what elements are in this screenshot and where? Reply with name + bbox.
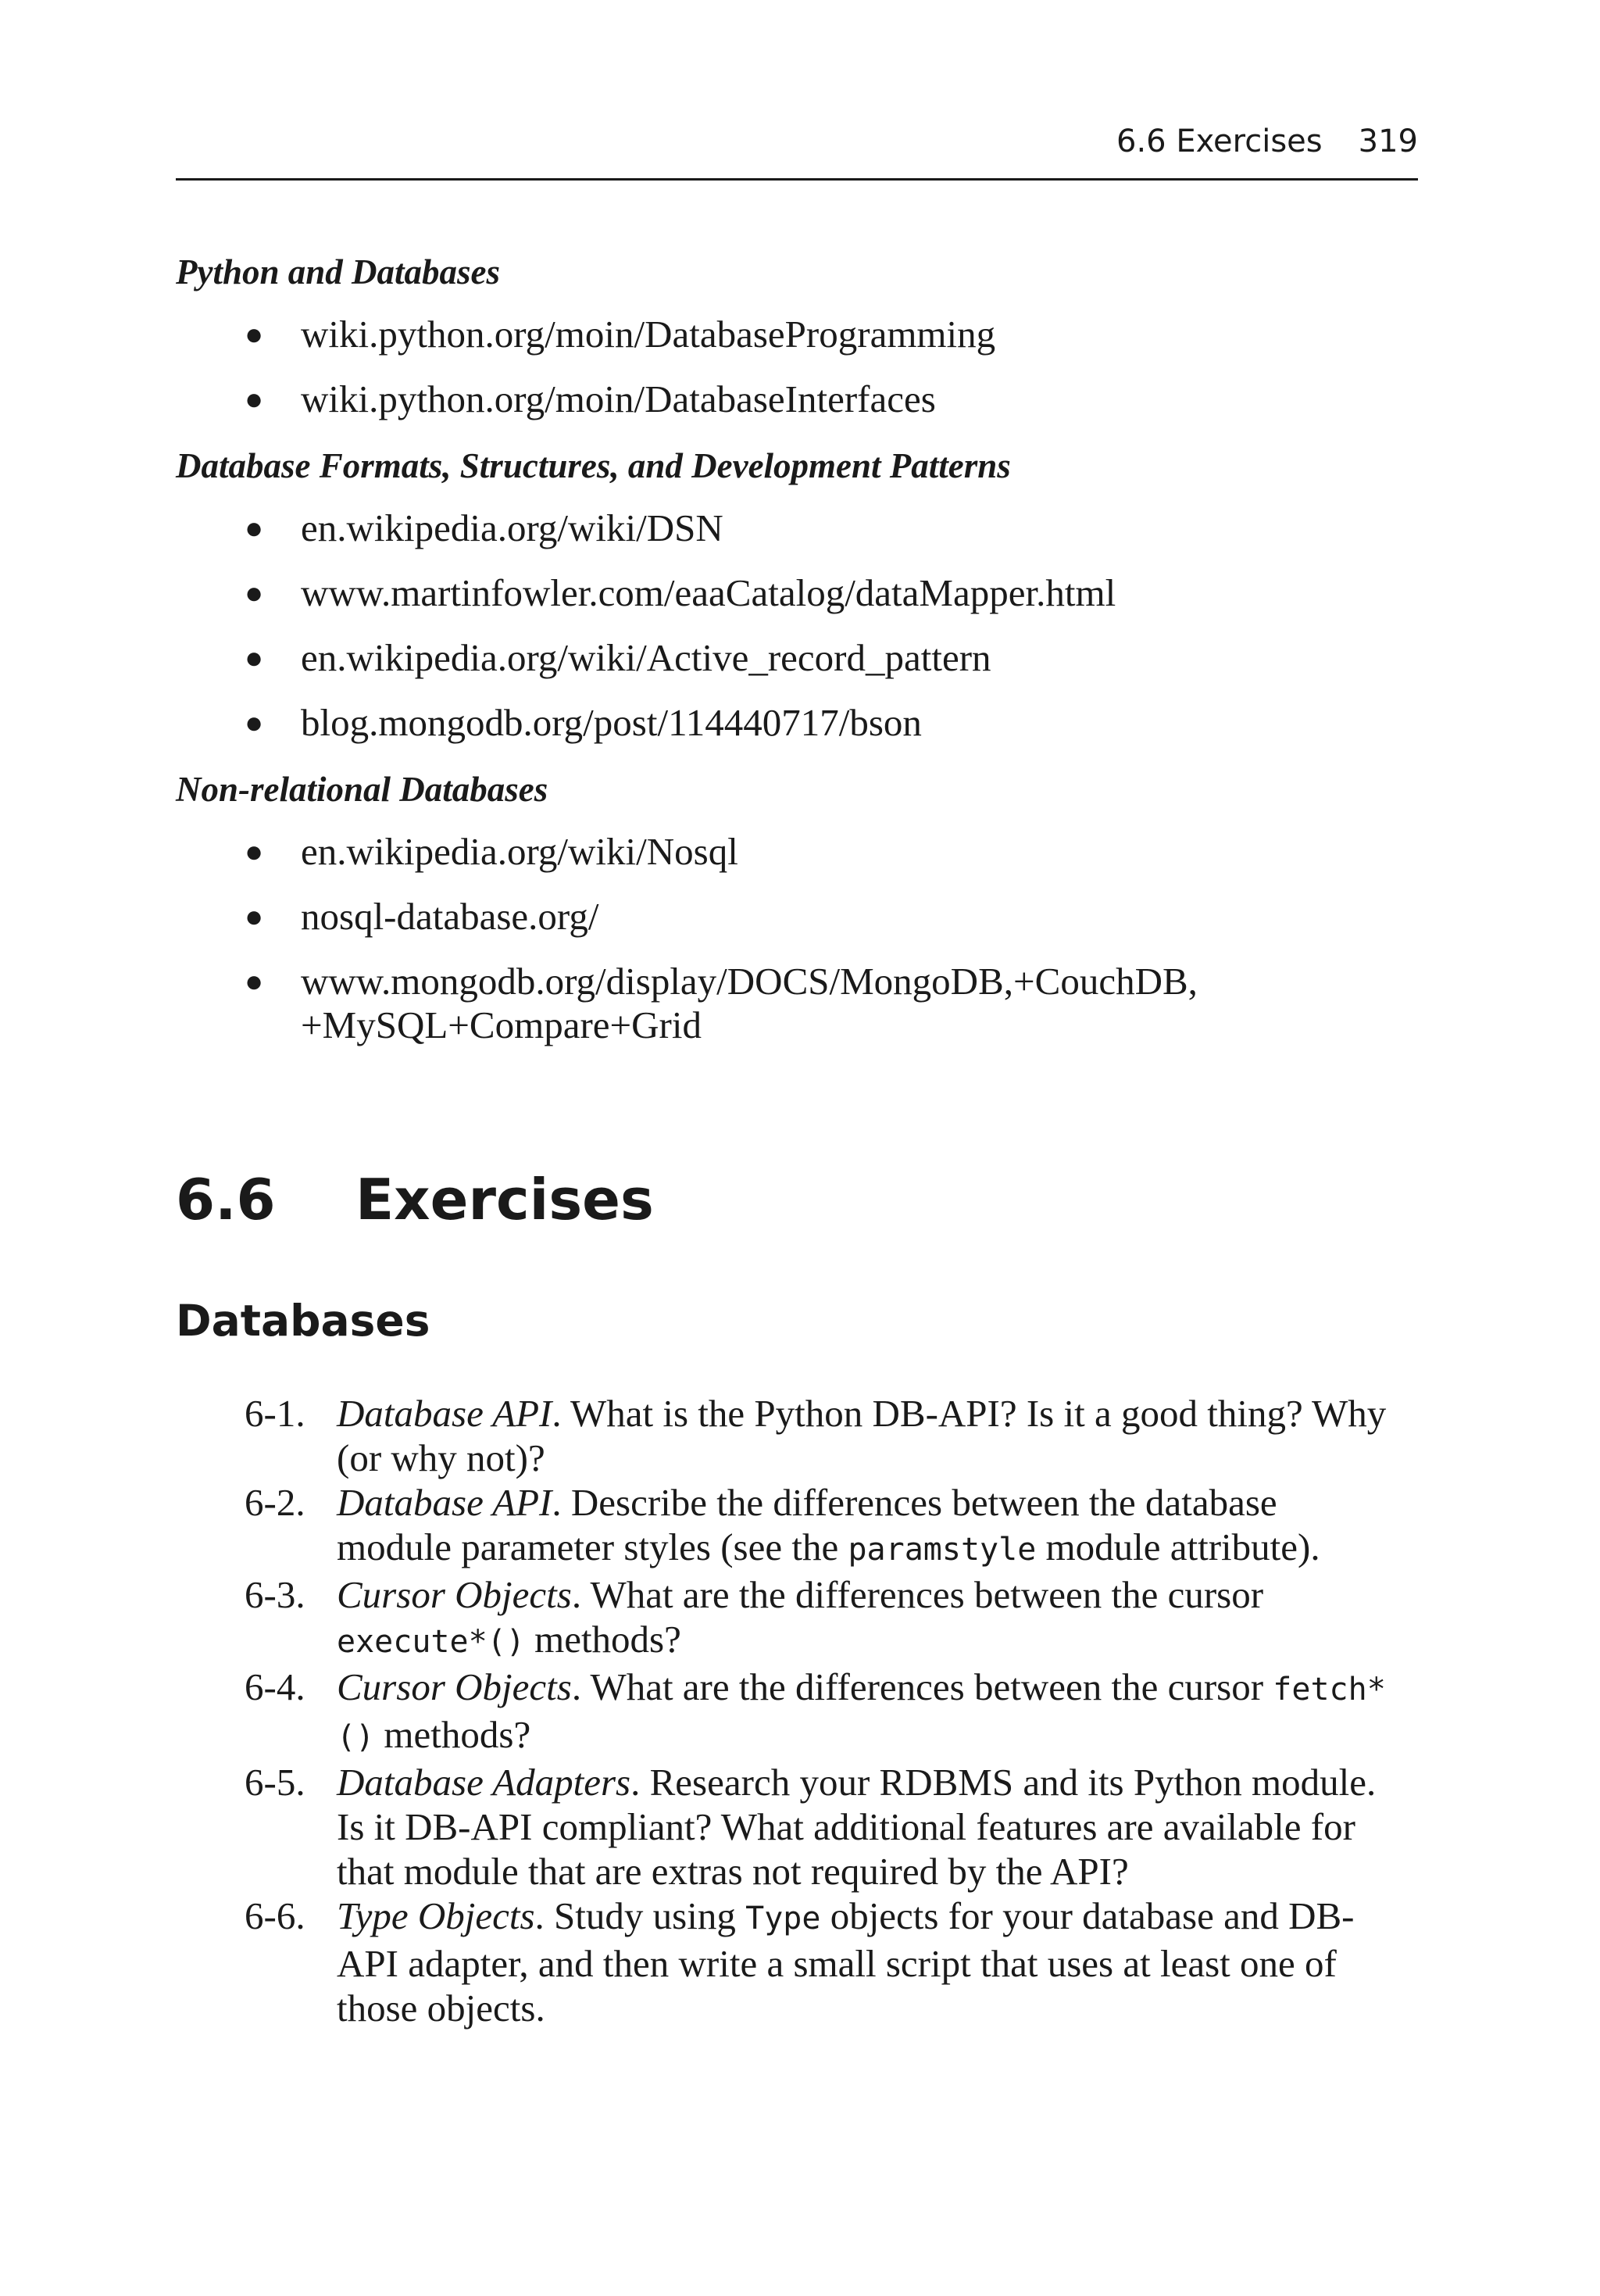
resource-link-text: nosql-database.org/ [301, 895, 599, 938]
exercise-text: . What are the differences between the cursor [571, 1573, 1264, 1616]
resource-link [176, 377, 1418, 421]
resource-link [176, 830, 1418, 874]
exercise-code: paramstyle [848, 1532, 1037, 1568]
page-number: 319 [1358, 123, 1418, 159]
exercise-text: . Research your RDBMS and its Python module. Is it DB-API compliant? What additional features are available for that module that are extras not required by the API? [337, 1761, 1377, 1893]
exercise-code: execute*() [337, 1624, 525, 1660]
section-title-text: Exercises [355, 1167, 654, 1232]
exercise-code: Type [745, 1901, 821, 1937]
bullet-icon: ● [245, 834, 264, 869]
exercise-number: 6-3. [245, 1573, 305, 1616]
resource-list [176, 830, 1418, 1047]
exercise-code: fetch*() [337, 1672, 1386, 1755]
bullet-icon: ● [245, 510, 264, 545]
exercise-item [245, 1894, 1393, 2030]
exercise-text: . What is the Python DB-API? Is it a good thing? Why (or why not)? [337, 1392, 1387, 1479]
bullet-icon: ● [245, 899, 264, 934]
section-title [176, 1164, 654, 1235]
exercise-topic: Type Objects [337, 1894, 535, 1937]
running-header [1116, 123, 1418, 159]
resource-link [176, 895, 1418, 939]
resource-group-formats-patterns [176, 442, 1418, 745]
exercise-topic: Database API [337, 1392, 552, 1435]
resource-link [176, 571, 1418, 615]
resource-link [176, 313, 1418, 356]
bullet-icon: ● [245, 381, 264, 417]
exercise-item [245, 1480, 1393, 1572]
resource-link-text: en.wikipedia.org/wiki/Active_record_pattern [301, 636, 991, 679]
bullet-icon: ● [245, 705, 264, 740]
exercise-number: 6-6. [245, 1894, 305, 1937]
exercise-list [245, 1391, 1393, 2030]
resource-link-text: wiki.python.org/moin/DatabaseInterfaces [301, 377, 936, 420]
exercise-item [245, 1391, 1393, 1480]
resource-link-text: wiki.python.org/moin/DatabaseProgramming [301, 313, 996, 356]
exercise-number: 6-2. [245, 1481, 305, 1524]
bullet-icon: ● [245, 964, 264, 999]
exercise-text-after: methods? [374, 1713, 531, 1756]
resource-list [176, 506, 1418, 745]
running-header-section: 6.6 Exercises [1116, 123, 1323, 159]
resource-heading: Python and Databases [176, 252, 501, 291]
header-rule [176, 178, 1418, 181]
resource-link-text: en.wikipedia.org/wiki/DSN [301, 506, 723, 549]
bullet-icon: ● [245, 640, 264, 675]
resource-link [176, 636, 1418, 680]
resource-link-text: www.mongodb.org/display/DOCS/MongoDB,+CouchDB, +MySQL+Compare+Grid [301, 960, 1198, 1046]
resource-link-text: blog.mongodb.org/post/114440717/bson [301, 701, 922, 744]
bullet-icon: ● [245, 575, 264, 610]
resource-link-text: www.martinfowler.com/eaaCatalog/dataMapper.html [301, 571, 1116, 614]
exercise-topic: Cursor Objects [337, 1573, 572, 1616]
exercise-text-after: objects for your database and DB-API adapter, and then write a small script that uses at least one of those objects. [337, 1894, 1355, 2030]
subsection-title: Databases [176, 1296, 430, 1346]
resources-section [176, 249, 1418, 1068]
exercise-text: . Study using [534, 1894, 746, 1937]
exercise-topic: Database Adapters [337, 1761, 631, 1804]
resource-link [176, 960, 1223, 1047]
exercise-text-after: module attribute). [1036, 1525, 1320, 1568]
resource-link [176, 506, 1418, 550]
resource-link [176, 701, 1418, 745]
exercise-item [245, 1760, 1393, 1894]
resource-heading: Database Formats, Structures, and Development Patterns [176, 446, 1011, 485]
exercise-item [245, 1665, 1393, 1760]
exercise-topic: Cursor Objects [337, 1665, 572, 1708]
resource-link-text: en.wikipedia.org/wiki/Nosql [301, 830, 738, 873]
exercise-number: 6-4. [245, 1665, 305, 1708]
resource-heading: Non-relational Databases [176, 770, 548, 809]
section-number: 6.6 [176, 1167, 276, 1232]
bullet-icon: ● [245, 317, 264, 352]
exercise-text: . Describe the differences between the database module parameter styles (see the [337, 1481, 1277, 1568]
exercise-number: 6-5. [245, 1761, 305, 1804]
resource-group-nonrelational [176, 766, 1418, 1047]
exercise-item [245, 1572, 1393, 1665]
resource-group-python-databases [176, 249, 1418, 421]
exercise-number: 6-1. [245, 1392, 305, 1435]
resource-list [176, 313, 1418, 421]
exercise-text: . What are the differences between the cursor [571, 1665, 1273, 1708]
exercise-text-after: methods? [524, 1618, 681, 1661]
exercise-topic: Database API [337, 1481, 552, 1524]
